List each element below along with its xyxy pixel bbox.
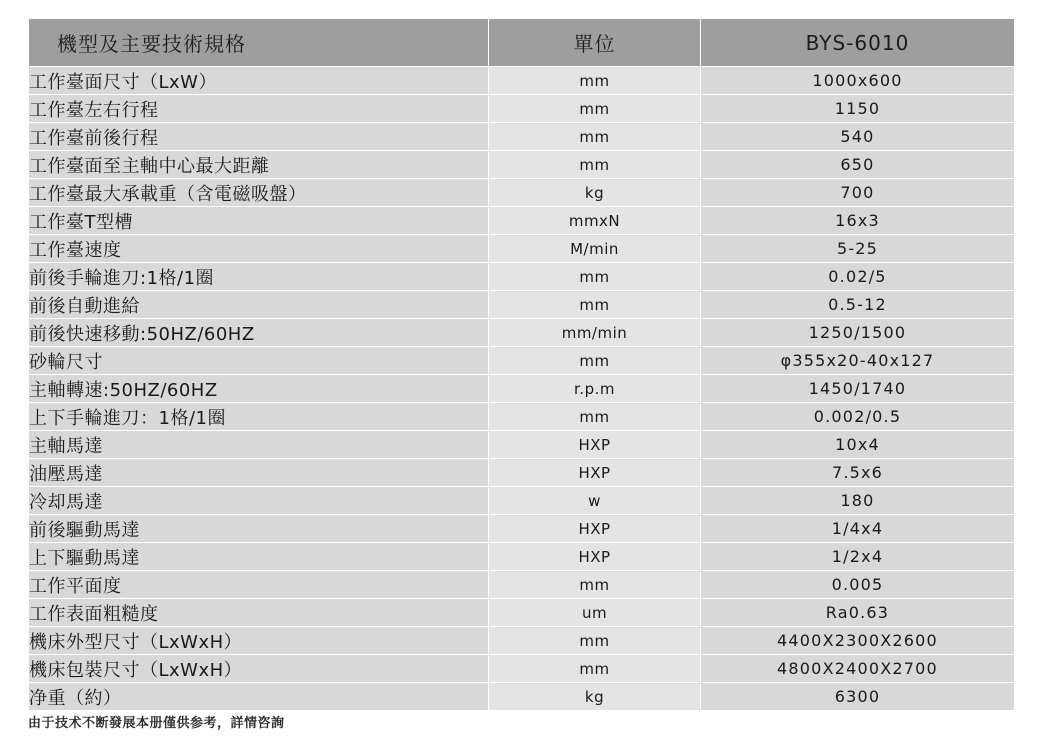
- cell-spec-name: 工作臺面至主軸中心最大距離: [29, 151, 489, 179]
- cell-unit: r.p.m: [489, 375, 701, 403]
- specification-table: [28, 18, 1015, 711]
- cell-value: 4800X2400X2700: [701, 655, 1015, 683]
- cell-unit: um: [489, 599, 701, 627]
- column-header-unit: 單位: [489, 19, 701, 67]
- table-row: [29, 655, 1015, 683]
- cell-spec-name: 工作臺最大承載重（含電磁吸盤）: [29, 179, 489, 207]
- cell-spec-name: 油壓馬達: [29, 459, 489, 487]
- cell-value: 1/2x4: [701, 543, 1015, 571]
- cell-spec-name: 工作臺前後行程: [29, 123, 489, 151]
- cell-value: 1450/1740: [701, 375, 1015, 403]
- cell-value: 1/4x4: [701, 515, 1015, 543]
- column-header-model: BYS-6010: [701, 19, 1015, 67]
- table-row: [29, 431, 1015, 459]
- cell-spec-name: 上下驅動馬達: [29, 543, 489, 571]
- table-row: [29, 403, 1015, 431]
- cell-value: 6300: [701, 683, 1015, 711]
- cell-spec-name: 砂輪尺寸: [29, 347, 489, 375]
- cell-unit: mm/min: [489, 319, 701, 347]
- cell-unit: w: [489, 487, 701, 515]
- cell-value: 700: [701, 179, 1015, 207]
- table-row: [29, 375, 1015, 403]
- table-row: [29, 291, 1015, 319]
- cell-spec-name: 工作臺面尺寸（LxW）: [29, 67, 489, 95]
- cell-spec-name: 機床外型尺寸（LxWxH）: [29, 627, 489, 655]
- cell-unit: mm: [489, 151, 701, 179]
- cell-value: 0.5-12: [701, 291, 1015, 319]
- cell-unit: mm: [489, 571, 701, 599]
- cell-spec-name: 工作臺T型槽: [29, 207, 489, 235]
- cell-value: 0.02/5: [701, 263, 1015, 291]
- cell-value: Ra0.63: [701, 599, 1015, 627]
- table-row: [29, 207, 1015, 235]
- table-row: [29, 67, 1015, 95]
- cell-spec-name: 上下手輪進刀：1格/1圈: [29, 403, 489, 431]
- cell-value: 180: [701, 487, 1015, 515]
- cell-spec-name: 工作臺左右行程: [29, 95, 489, 123]
- cell-spec-name: 冷却馬達: [29, 487, 489, 515]
- cell-unit: mm: [489, 627, 701, 655]
- table-row: [29, 627, 1015, 655]
- table-row: [29, 543, 1015, 571]
- cell-unit: M/min: [489, 235, 701, 263]
- table-row: [29, 347, 1015, 375]
- table-row: [29, 95, 1015, 123]
- table-row: [29, 599, 1015, 627]
- table-body: [29, 67, 1015, 711]
- cell-unit: mm: [489, 347, 701, 375]
- column-header-spec-name: 機型及主要技術規格: [29, 19, 489, 67]
- cell-value: 4400X2300X2600: [701, 627, 1015, 655]
- cell-unit: mmxN: [489, 207, 701, 235]
- cell-spec-name: 前後快速移動:50HZ/60HZ: [29, 319, 489, 347]
- cell-unit: mm: [489, 291, 701, 319]
- table-header: [29, 19, 1015, 67]
- table-row: [29, 683, 1015, 711]
- cell-spec-name: 工作臺速度: [29, 235, 489, 263]
- cell-unit: mm: [489, 403, 701, 431]
- cell-value: 650: [701, 151, 1015, 179]
- cell-unit: HXP: [489, 459, 701, 487]
- table-row: [29, 487, 1015, 515]
- cell-unit: kg: [489, 683, 701, 711]
- table-row: [29, 151, 1015, 179]
- cell-spec-name: 主軸馬達: [29, 431, 489, 459]
- cell-spec-name: 净重（約）: [29, 683, 489, 711]
- cell-unit: HXP: [489, 431, 701, 459]
- cell-value: 16x3: [701, 207, 1015, 235]
- cell-value: 1150: [701, 95, 1015, 123]
- cell-spec-name: 工作表面粗糙度: [29, 599, 489, 627]
- cell-unit: kg: [489, 179, 701, 207]
- cell-spec-name: 前後自動進給: [29, 291, 489, 319]
- cell-value: φ355x20-40x127: [701, 347, 1015, 375]
- cell-unit: mm: [489, 67, 701, 95]
- cell-value: 0.005: [701, 571, 1015, 599]
- cell-value: 7.5x6: [701, 459, 1015, 487]
- cell-spec-name: 前後手輪進刀:1格/1圈: [29, 263, 489, 291]
- cell-value: 0.002/0.5: [701, 403, 1015, 431]
- table-row: [29, 515, 1015, 543]
- table-row: [29, 459, 1015, 487]
- table-header-row: [29, 19, 1015, 67]
- cell-value: 540: [701, 123, 1015, 151]
- table-row: [29, 319, 1015, 347]
- cell-unit: HXP: [489, 515, 701, 543]
- cell-spec-name: 前後驅動馬達: [29, 515, 489, 543]
- table-row: [29, 179, 1015, 207]
- cell-value: 10x4: [701, 431, 1015, 459]
- cell-spec-name: 工作平面度: [29, 571, 489, 599]
- cell-unit: HXP: [489, 543, 701, 571]
- table-row: [29, 263, 1015, 291]
- cell-value: 5-25: [701, 235, 1015, 263]
- cell-spec-name: 主軸轉速:50HZ/60HZ: [29, 375, 489, 403]
- footnote: 由于技术不断發展本册僅供参考，詳情咨詢: [28, 716, 285, 731]
- table-row: [29, 123, 1015, 151]
- cell-unit: mm: [489, 655, 701, 683]
- cell-unit: mm: [489, 95, 701, 123]
- cell-unit: mm: [489, 263, 701, 291]
- table-row: [29, 235, 1015, 263]
- cell-spec-name: 機床包裝尺寸（LxWxH）: [29, 655, 489, 683]
- cell-value: 1000x600: [701, 67, 1015, 95]
- cell-value: 1250/1500: [701, 319, 1015, 347]
- table-row: [29, 571, 1015, 599]
- cell-unit: mm: [489, 123, 701, 151]
